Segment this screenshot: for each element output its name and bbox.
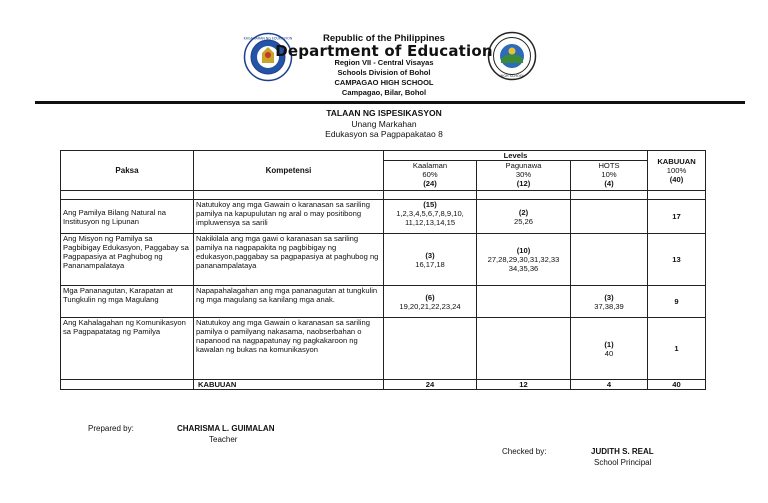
level-pagunawa: Pagunawa 30% (12): [477, 161, 571, 191]
document-quarter: Unang Markahan: [351, 119, 417, 129]
row-pagunawa: (10) 27,28,29,30,31,32,33 34,35,36: [477, 234, 571, 286]
row-paksa: Ang Misyon ng Pamilya sa Pagbibigay Edukasyon, Paggabay sa Pagpapasiya at Paghubog ng Pananampalataya: [61, 234, 194, 286]
totals-row: [61, 380, 706, 390]
svg-text:KAGAWARAN NG EDUKASYON: KAGAWARAN NG EDUKASYON: [243, 36, 293, 41]
row-total: 9: [648, 286, 706, 318]
header-region: Region VII - Central Visayas: [334, 58, 434, 67]
row-total: 1: [648, 318, 706, 380]
row-paksa: Ang Pamilya Bilang Natural na Institusyon ng Lipunan: [61, 200, 194, 234]
table-row: [61, 200, 706, 234]
row-kaalaman: [384, 318, 477, 380]
kabuuan-label: KABUUAN: [657, 157, 696, 166]
totals-all: 40: [648, 380, 706, 390]
header-divider: [35, 101, 745, 104]
table-row: [61, 234, 706, 286]
spacer-row: [61, 191, 706, 200]
table-row: [61, 318, 706, 380]
checked-name: JUDITH S. REAL: [591, 447, 654, 456]
row-pagunawa: [477, 318, 571, 380]
row-pagunawa: (2) 25,26: [477, 200, 571, 234]
row-pagunawa: [477, 286, 571, 318]
row-total: 17: [648, 200, 706, 234]
row-kompetensi: Napapahalagahan ang mga pananagutan at tungkulin ng mga magulang sa kanilang mga anak.: [194, 286, 384, 318]
row-paksa: Ang Kahalagahan ng Komunikasyon sa Pagpapatatag ng Pamilya: [61, 318, 194, 380]
row-kompetensi: Natutukoy ang mga Gawain o karanasan sa sariling pamilya na kapupulutan ng aral o may positibong impluwensya sa sarili: [194, 200, 384, 234]
prepared-role: Teacher: [209, 435, 238, 444]
document-title: TALAAN NG ISPESIKASYON: [326, 108, 442, 118]
header-division: Schools Division of Bohol: [337, 68, 431, 77]
kabuuan-pct: 100%: [666, 166, 687, 175]
level-kaalaman: Kaalaman 60% (24): [384, 161, 477, 191]
prepared-label: Prepared by:: [88, 424, 134, 433]
row-kompetensi: Nakikilala ang mga gawi o karanasan sa sariling pamilya na nagpapakita ng pagbibigay ng edukasyon,paggabay sa pagpapasiya at paghubog ng pananampalataya: [194, 234, 384, 286]
header-school: CAMPAGAO HIGH SCHOOL: [334, 78, 434, 87]
checked-label: Checked by:: [502, 447, 547, 456]
header-paksa: Paksa: [61, 151, 194, 191]
header-address: Campagao, Bilar, Bohol: [341, 88, 427, 97]
svg-text:HIGH SCHOOL: HIGH SCHOOL: [499, 74, 525, 78]
row-total: 13: [648, 234, 706, 286]
totals-label: KABUUAN: [194, 380, 384, 390]
document-subject: Edukasyon sa Pagpapakatao 8: [325, 129, 443, 139]
header-kabuuan: [648, 151, 706, 191]
header-republic: Republic of the Philippines: [323, 33, 445, 44]
row-kaalaman: (15) 1,2,3,4,5,6,7,8,9,10, 11,12,13,14,15: [384, 200, 477, 234]
row-hots: (1) 40: [571, 318, 648, 380]
checked-role: School Principal: [594, 458, 652, 467]
row-kaalaman: (6) 19,20,21,22,23,24: [384, 286, 477, 318]
row-hots: (3) 37,38,39: [571, 286, 648, 318]
row-hots: [571, 234, 648, 286]
prepared-name: CHARISMA L. GUIMALAN: [177, 424, 275, 433]
row-kompetensi: Natutukoy ang mga Gawain o karanasan sa sariling pamilya o pamilyang nakasama, naobserbahan o napanood na nagpapatunay ng pagkakaroon ng kawalan ng bukas na komunikasyon: [194, 318, 384, 380]
totals-kaalaman: 24: [384, 380, 477, 390]
level-hots: HOTS 10% (4): [571, 161, 648, 191]
header-kompetensi: Kompetensi: [194, 151, 384, 191]
row-paksa: Mga Pananagutan, Karapatan at Tungkulin ng mga Magulang: [61, 286, 194, 318]
row-hots: [571, 200, 648, 234]
specification-table: [60, 150, 706, 390]
totals-hots: 4: [571, 380, 648, 390]
header-levels: Levels: [384, 151, 648, 161]
header-department: Department of Education: [275, 42, 493, 60]
row-kaalaman: (3) 16,17,18: [384, 234, 477, 286]
kabuuan-count: (40): [669, 175, 684, 184]
table-row: [61, 286, 706, 318]
totals-pagunawa: 12: [477, 380, 571, 390]
